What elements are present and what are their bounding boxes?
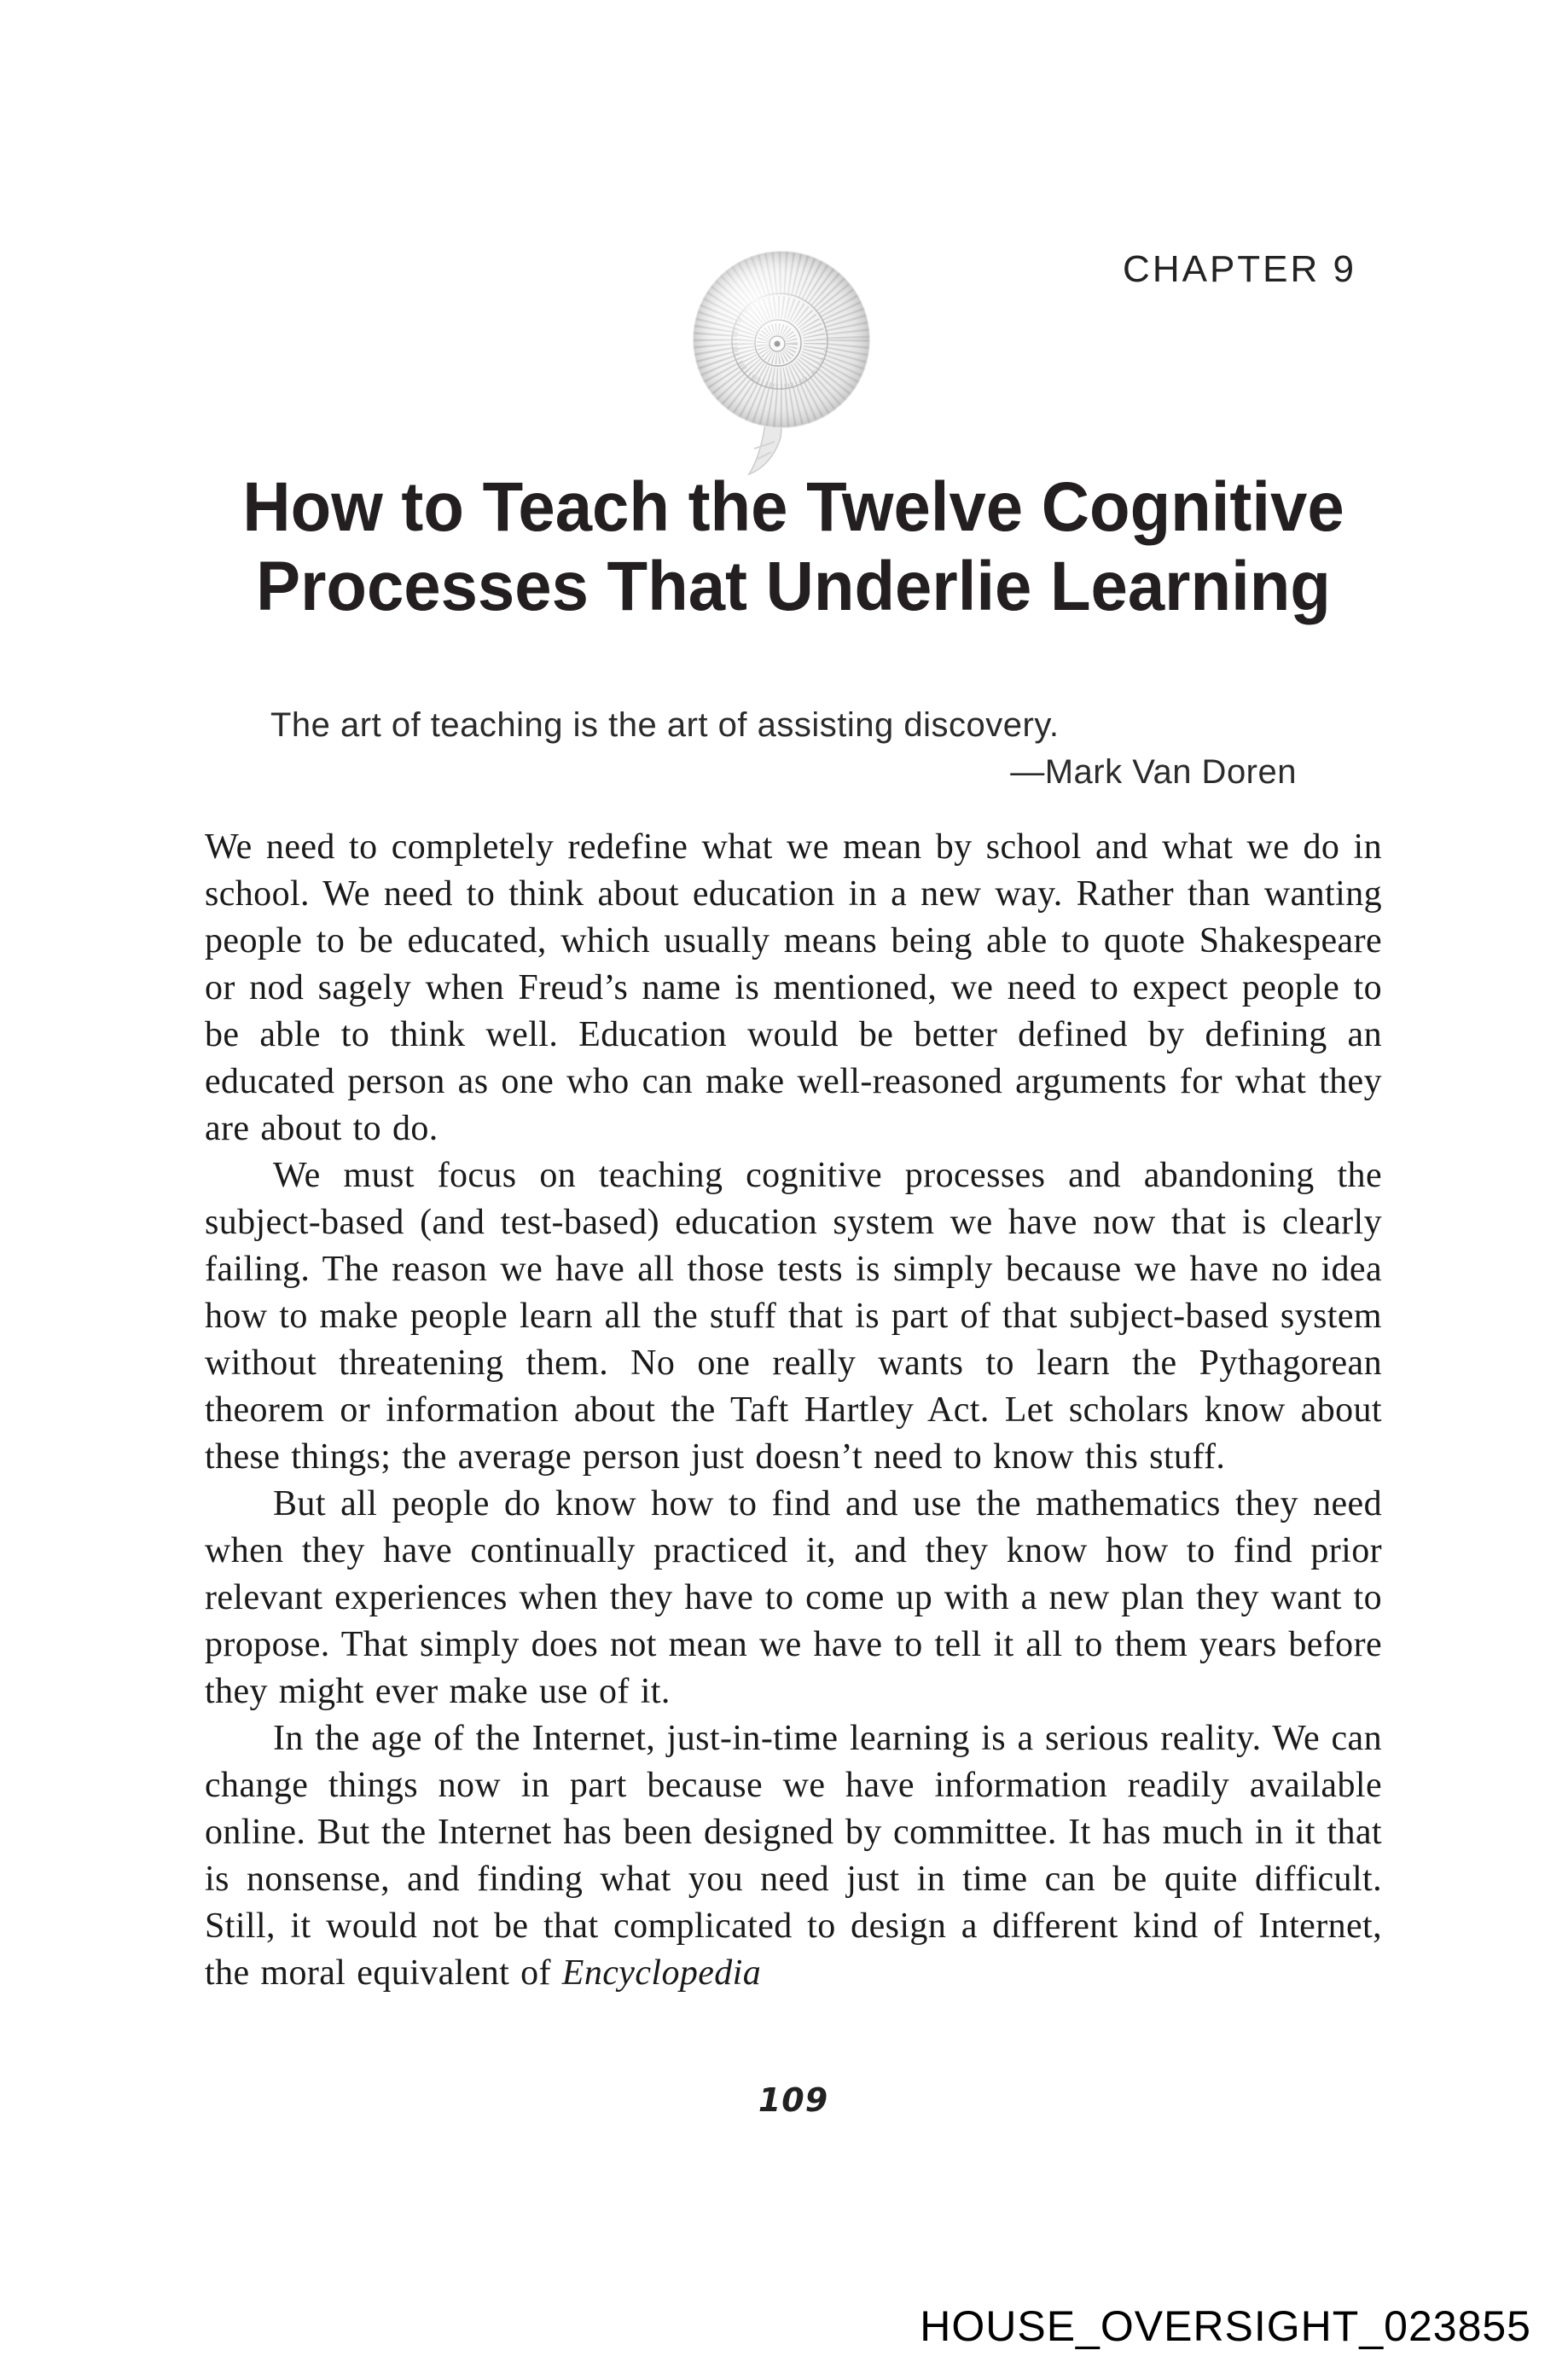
epigraph-attribution: —Mark Van Doren bbox=[1010, 753, 1297, 791]
body-paragraph-4 bbox=[205, 1715, 1382, 1997]
paragraph-text: We need to completely redefine what we mean by school and what we do in school. We need to think about education in a new way. Rather than wanting people to be educated, which usually means being able to quote Shakespeare or nod sagely when Freud’s name is mentioned, we need to expect people to be able to think well. Education would be better defined by defining an educated person as one who can make well-reasoned arguments for what they are about to do. bbox=[205, 827, 1382, 1148]
epigraph-quote: The art of teaching is the art of assisting discovery. bbox=[270, 706, 1060, 744]
ammonite-shell-image bbox=[686, 247, 880, 476]
paragraph-text: But all people do know how to find and use the mathematics they need when they have continually practiced it, and they know how to find prior relevant experiences when they have to come up with a new plan they want to propose. That simply does not mean we have to tell it all to them years before they might ever make use of it. bbox=[205, 1484, 1382, 1711]
bates-stamp: HOUSE_OVERSIGHT_023855 bbox=[920, 2302, 1531, 2350]
page-number: 109 bbox=[758, 2081, 829, 2119]
chapter-title-line-2: Processes That Underlie Learning bbox=[256, 548, 1331, 625]
paragraph-text: In the age of the Internet, just-in-time learning is a serious reality. We can change things now in part because we have information readily available online. But the Internet has been designed by committee. It has much in it that is nonsense, and finding what you need just in time can be quite difficult. Still, it would not be that complicated to design a different kind of Internet, the moral equivalent of bbox=[205, 1719, 1382, 1993]
body-paragraph-2 bbox=[205, 1152, 1382, 1481]
body-paragraph-3 bbox=[205, 1481, 1382, 1715]
body-paragraph-1 bbox=[205, 824, 1382, 1152]
chapter-title-line-1: How to Teach the Twelve Cognitive bbox=[242, 468, 1344, 546]
ammonite-shell-graphic bbox=[686, 247, 880, 476]
epigraph bbox=[270, 705, 1297, 792]
paragraph-text: We must focus on teaching cognitive processes and abandoning the subject-based (and test-based) education system we have now that is clearly failing. The reason we have all those tests is simply because we have no idea how to make people learn all the stuff that is part of that subject-based system without threatening them. No one really wants to learn the Pythagorean theorem or information about the Taft Hartley Act. Let scholars know about these things; the average person just doesn’t need to know this stuff. bbox=[205, 1156, 1382, 1477]
chapter-heading: CHAPTER 9 bbox=[1123, 248, 1356, 290]
paragraph-italic: Encyclopedia bbox=[561, 1953, 762, 1993]
body-text bbox=[205, 824, 1382, 1997]
chapter-title bbox=[235, 467, 1353, 626]
